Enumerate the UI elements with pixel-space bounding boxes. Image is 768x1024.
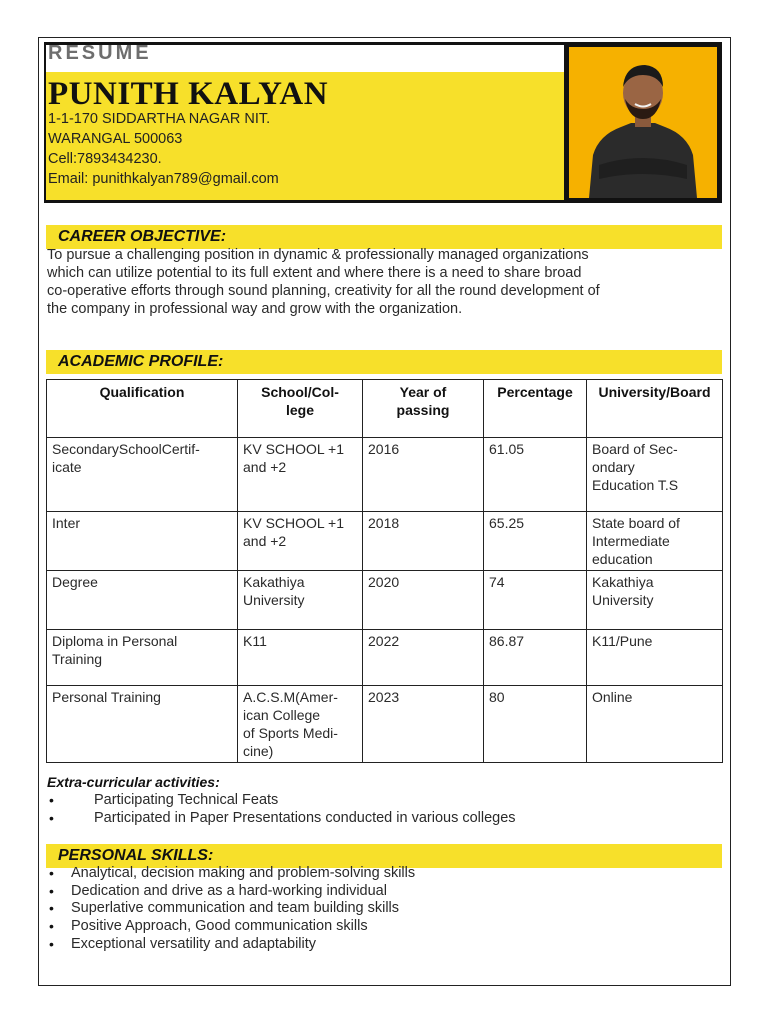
skill-item: Dedication and drive as a hard-working individual — [71, 883, 387, 899]
cell-school: K11 — [238, 630, 363, 686]
candidate-name: PUNITH KALYAN — [48, 76, 329, 112]
cell-percentage: 74 — [484, 571, 587, 630]
phone-number: Cell:7893434230. — [48, 151, 162, 167]
cell-school: KV SCHOOL +1 and +2 — [238, 512, 363, 571]
header-percentage: Percentage — [484, 380, 587, 438]
header-year: Year of passing — [363, 380, 484, 438]
bullet-icon: • — [49, 865, 54, 881]
cell-year: 2020 — [363, 571, 484, 630]
cell-school: KV SCHOOL +1 and +2 — [238, 438, 363, 512]
skill-item: Analytical, decision making and problem-solving skills — [71, 865, 416, 881]
extra-item: Participated in Paper Presentations conducted in various colleges — [94, 810, 516, 826]
bullet-icon: • — [49, 792, 54, 808]
bullet-icon: • — [49, 918, 54, 934]
bullet-icon: • — [49, 900, 54, 916]
profile-photo — [569, 47, 717, 198]
cell-qualification: Diploma in Personal Training — [47, 630, 238, 686]
cell-year: 2023 — [363, 686, 484, 763]
cell-percentage: 80 — [484, 686, 587, 763]
table-row — [47, 630, 723, 686]
academic-table — [46, 379, 723, 763]
table-header-row — [47, 380, 723, 438]
cell-qualification: Inter — [47, 512, 238, 571]
cell-percentage: 86.87 — [484, 630, 587, 686]
table-row — [47, 512, 723, 571]
cell-university: Kakathiya University — [587, 571, 723, 630]
person-portrait-icon — [569, 47, 717, 198]
cell-school: A.C.S.M(Amer- ican College of Sports Medi- cine) — [238, 686, 363, 763]
header-qualification: Qualification — [47, 380, 238, 438]
email-address: Email: punithkalyan789@gmail.com — [48, 171, 279, 187]
extra-item: Participating Technical Feats — [94, 792, 279, 808]
career-line-4: the company in professional way and grow with the organization. — [47, 301, 463, 317]
cell-university: State board of Intermediate education — [587, 512, 723, 571]
cell-percentage: 65.25 — [484, 512, 587, 571]
personal-skills-title: PERSONAL SKILLS: — [58, 847, 214, 864]
bullet-icon: • — [49, 936, 54, 952]
address-line-1: 1-1-170 SIDDARTHA NAGAR NIT. — [48, 111, 271, 127]
cell-year: 2022 — [363, 630, 484, 686]
career-line-2: which can utilize potential to its full extent and where there is a need to share broad — [47, 265, 582, 281]
cell-university: Online — [587, 686, 723, 763]
skill-item: Superlative communication and team building skills — [71, 900, 400, 916]
header-school: School/Col- lege — [238, 380, 363, 438]
skill-item: Exceptional versatility and adaptability — [71, 936, 317, 952]
cell-qualification: Degree — [47, 571, 238, 630]
cell-percentage: 61.05 — [484, 438, 587, 512]
extra-curricular-title: Extra-curricular activities: — [47, 774, 220, 790]
address-line-2: WARANGAL 500063 — [48, 131, 183, 147]
cell-school: Kakathiya University — [238, 571, 363, 630]
resume-label: RESUME — [48, 42, 152, 64]
career-line-1: To pursue a challenging position in dynamic & professionally managed organizations — [47, 247, 589, 263]
academic-profile-title: ACADEMIC PROFILE: — [58, 353, 224, 370]
cell-qualification: Personal Training — [47, 686, 238, 763]
career-objective-title: CAREER OBJECTIVE: — [58, 228, 227, 245]
career-line-3: co-operative efforts through sound planning, creativity for all the round development of — [47, 283, 600, 299]
cell-university: K11/Pune — [587, 630, 723, 686]
cell-year: 2016 — [363, 438, 484, 512]
header-university: University/Board — [587, 380, 723, 438]
bullet-icon: • — [49, 883, 54, 899]
cell-qualification: SecondarySchoolCertif- icate — [47, 438, 238, 512]
cell-year: 2018 — [363, 512, 484, 571]
skill-item: Positive Approach, Good communication skills — [71, 918, 368, 934]
table-row — [47, 571, 723, 630]
table-row — [47, 686, 723, 763]
cell-university: Board of Sec- ondary Education T.S — [587, 438, 723, 512]
bullet-icon: • — [49, 810, 54, 826]
table-row — [47, 438, 723, 512]
